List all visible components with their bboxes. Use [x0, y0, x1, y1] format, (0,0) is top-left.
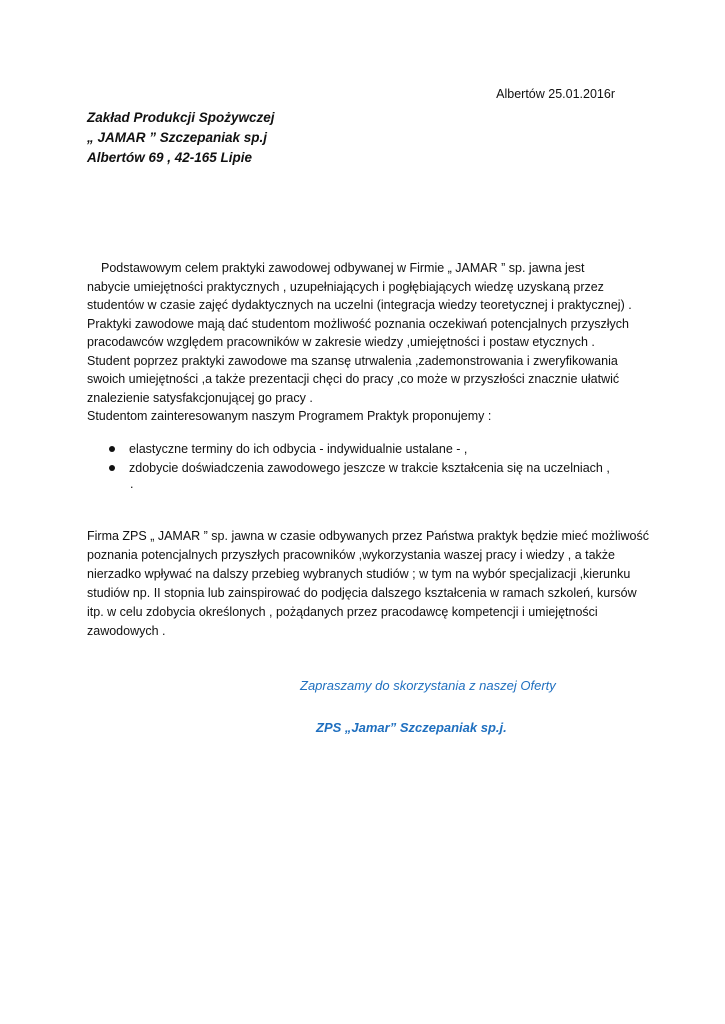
paragraph-line: itp. w celu zdobycia określonych , pożądanych przez pracodawcę kompetencji i umiejętności	[87, 605, 598, 619]
address-line-company: Zakład Produkcji Spożywczej	[87, 110, 275, 125]
paragraph-line: zawodowych .	[87, 624, 166, 638]
paragraph-line: pracodawców względem pracowników w zakresie wiedzy ,umiejętności i postaw etycznych .	[87, 335, 595, 349]
recipient-address	[87, 108, 275, 168]
paragraph-line: Student poprzez praktyki zawodowe ma szansę utrwalenia ,zademonstrowania i zweryfikowania	[87, 353, 618, 368]
paragraph-internship-goals	[87, 259, 647, 426]
invitation-text: Zapraszamy do skorzystania z naszej Oferty	[300, 678, 556, 693]
paragraph-line: poznania potencjalnych przyszłych pracowników ,wykorzystania waszej pracy i wiedzy , a także	[87, 548, 616, 562]
paragraph-line: studentów w czasie zajęć dydaktycznych na uczelni (integracja wiedzy teoretycznej i praktycznej) .	[87, 298, 632, 312]
signature: ZPS „Jamar” Szczepaniak sp.j.	[316, 720, 507, 735]
bullet-icon	[109, 446, 115, 452]
paragraph-line: nabycie umiejętności praktycznych , uzupełniających i pogłębiających wiedzę uzyskaną przez	[87, 279, 604, 294]
paragraph-line: nierzadko wpływać na dalszy przebieg wybranych studiów ; w tym na wybór specjalizacji ,kierunku	[87, 567, 631, 581]
list-item-text: elastyczne terminy do ich odbycia - indywidualnie ustalane - ,	[129, 442, 468, 456]
address-line-brand: „ JAMAR ” Szczepaniak sp.j	[87, 130, 268, 145]
bullet-icon	[109, 465, 115, 471]
paragraph-company-benefits	[87, 527, 647, 641]
address-line-street: Albertów 69 , 42-165 Lipie	[87, 150, 253, 165]
offer-bullet-list	[107, 440, 610, 478]
list-item	[107, 440, 610, 459]
paragraph-line: Podstawowym celem praktyki zawodowej odbywanej w Firmie „ JAMAR ” sp. jawna jest	[101, 261, 585, 275]
paragraph-line: znalezienie satysfakcjonującej go pracy .	[87, 390, 313, 405]
paragraph-line: studiów np. II stopnia lub zainspirować do podjęcia dalszego kształcenia w ramach szkoleń, kursów	[87, 586, 637, 600]
paragraph-line: Studentom zainteresowanym naszym Programem Praktyk proponujemy :	[87, 409, 492, 423]
paragraph-line: Firma ZPS „ JAMAR ” sp. jawna w czasie odbywanych przez Państwa praktyk będzie mieć możliwość	[87, 529, 649, 543]
paragraph-line: swoich umiejętności ,a także prezentacji chęci do pracy ,co może w przyszłości znacznie ułatwić	[87, 372, 620, 386]
list-item	[107, 459, 610, 478]
stray-dot: .	[130, 477, 134, 491]
letter-date: Albertów 25.01.2016r	[496, 87, 615, 101]
list-item-text: zdobycie doświadczenia zawodowego jeszcze w trakcie kształcenia się na uczelniach ,	[129, 461, 610, 475]
paragraph-line: Praktyki zawodowe mają dać studentom możliwość poznania oczekiwań potencjalnych przyszłych	[87, 316, 629, 331]
